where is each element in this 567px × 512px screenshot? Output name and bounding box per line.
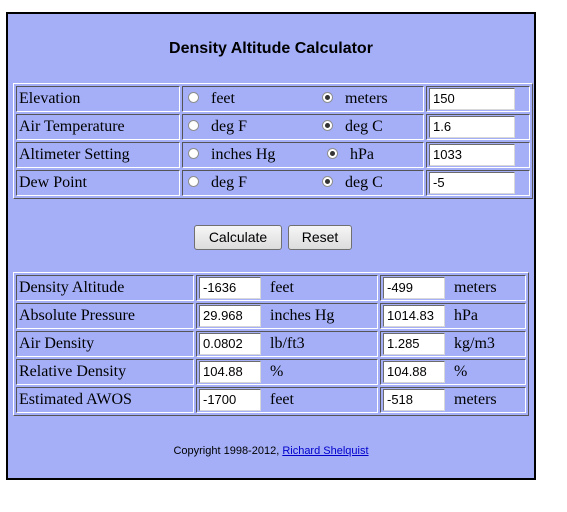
result-unit: meters <box>454 278 497 296</box>
radio-label-deg-f: deg F <box>211 173 247 191</box>
result-row-density-altitude <box>16 275 526 301</box>
row-label: Dew Point <box>16 170 180 196</box>
estimated-awos-feet-output[interactable]: -1700 <box>199 389 261 411</box>
radio-label-deg-c: deg C <box>345 117 383 135</box>
result-unit: feet <box>270 278 294 296</box>
absolute-pressure-hpa-output[interactable]: 1014.83 <box>383 305 445 327</box>
author-link[interactable]: Richard Shelquist <box>282 445 369 457</box>
result-unit: kg/m3 <box>454 334 495 352</box>
radio-deg-c[interactable] <box>322 176 333 187</box>
result-unit: hPa <box>454 306 478 324</box>
radio-label-inches-hg: inches Hg <box>211 145 276 163</box>
radio-label-meters: meters <box>345 89 388 107</box>
input-row-air-temperature <box>16 114 530 140</box>
estimated-awos-meters-output[interactable]: -518 <box>383 389 445 411</box>
result-unit: % <box>454 362 468 380</box>
radio-meters[interactable] <box>322 92 333 103</box>
radio-deg-f[interactable] <box>188 176 199 187</box>
row-label: Air Temperature <box>16 114 180 140</box>
input-row-dew-point <box>16 170 530 196</box>
value-cell <box>426 142 530 168</box>
result-value-cell <box>380 359 526 385</box>
result-label: Relative Density <box>16 359 194 385</box>
result-row-air-density <box>16 331 526 357</box>
value-cell <box>426 114 530 140</box>
result-value-cell <box>380 303 526 329</box>
result-value-cell <box>196 303 378 329</box>
radio-hpa[interactable] <box>327 148 338 159</box>
radio-label-hpa: hPa <box>350 145 374 163</box>
result-label: Density Altitude <box>16 275 194 301</box>
relative-density-output-2[interactable]: 104.88 <box>383 361 445 383</box>
air-density-lb-output[interactable]: 0.0802 <box>199 333 261 355</box>
result-unit: lb/ft3 <box>270 334 305 352</box>
density-altitude-feet-output[interactable]: -1636 <box>199 277 261 299</box>
radio-inches-hg[interactable] <box>188 148 199 159</box>
value-cell <box>426 86 530 112</box>
result-value-cell <box>196 359 378 385</box>
unit-options <box>182 114 424 140</box>
absolute-pressure-inhg-output[interactable]: 29.968 <box>199 305 261 327</box>
result-label: Estimated AWOS <box>16 387 194 413</box>
results-table <box>13 272 529 416</box>
calculator-panel <box>6 12 536 480</box>
radio-label-deg-c: deg C <box>345 173 383 191</box>
result-row-absolute-pressure <box>16 303 526 329</box>
result-label: Absolute Pressure <box>16 303 194 329</box>
air-temperature-input[interactable]: 1.6 <box>429 116 515 138</box>
copyright-text: Copyright 1998-2012, <box>173 445 283 457</box>
radio-deg-c[interactable] <box>322 120 333 131</box>
unit-options <box>182 86 424 112</box>
unit-options <box>182 170 424 196</box>
reset-button[interactable]: Reset <box>288 225 352 250</box>
result-row-relative-density <box>16 359 526 385</box>
altimeter-setting-input[interactable]: 1033 <box>429 144 515 166</box>
result-label: Air Density <box>16 331 194 357</box>
result-row-estimated-awos <box>16 387 526 413</box>
density-altitude-meters-output[interactable]: -499 <box>383 277 445 299</box>
input-table <box>13 83 533 199</box>
radio-deg-f[interactable] <box>188 120 199 131</box>
result-unit: meters <box>454 390 497 408</box>
result-value-cell <box>380 331 526 357</box>
unit-options <box>182 142 424 168</box>
result-unit: inches Hg <box>270 306 335 324</box>
result-value-cell <box>380 387 526 413</box>
result-value-cell <box>196 275 378 301</box>
result-value-cell <box>380 275 526 301</box>
value-cell <box>426 170 530 196</box>
radio-label-feet: feet <box>211 89 235 107</box>
input-row-altimeter-setting <box>16 142 530 168</box>
result-unit: % <box>270 362 284 380</box>
result-value-cell <box>196 387 378 413</box>
calculate-button[interactable]: Calculate <box>194 225 282 250</box>
radio-label-deg-f: deg F <box>211 117 247 135</box>
row-label: Elevation <box>16 86 180 112</box>
result-value-cell <box>196 331 378 357</box>
dew-point-input[interactable]: -5 <box>429 172 515 194</box>
input-row-elevation <box>16 86 530 112</box>
air-density-kg-output[interactable]: 1.285 <box>383 333 445 355</box>
page-title: Density Altitude Calculator <box>169 40 373 57</box>
copyright-footer <box>8 445 534 457</box>
row-label: Altimeter Setting <box>16 142 180 168</box>
relative-density-output[interactable]: 104.88 <box>199 361 261 383</box>
elevation-input[interactable]: 150 <box>429 88 515 110</box>
result-unit: feet <box>270 390 294 408</box>
radio-feet[interactable] <box>188 92 199 103</box>
